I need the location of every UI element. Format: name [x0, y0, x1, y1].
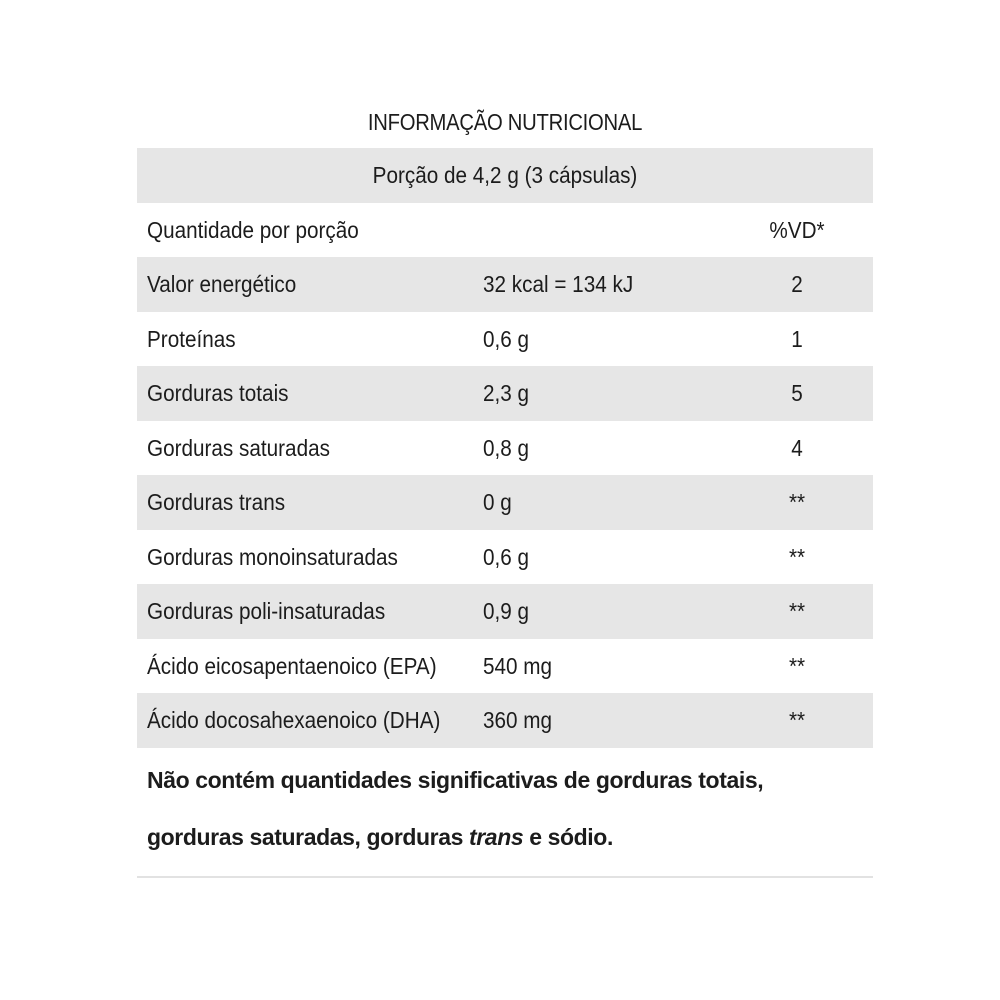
nutrient-amount: 0 g — [483, 489, 512, 515]
table-row — [137, 584, 873, 639]
table-row — [137, 530, 873, 585]
nutrient-amount: 360 mg — [483, 707, 553, 733]
nutrient-amount: 0,9 g — [483, 598, 530, 624]
footnote — [137, 748, 873, 878]
nutrient-vd: 2 — [791, 271, 803, 297]
nutrient-name: Valor energético — [147, 271, 297, 297]
nutrient-vd: ** — [788, 652, 806, 679]
table-title: INFORMAÇÃO NUTRICIONAL — [367, 109, 643, 135]
table-row — [137, 312, 873, 367]
nutrient-vd: 1 — [791, 325, 803, 352]
nutrient-amount: 540 mg — [483, 652, 553, 679]
footnote-text: Não contém quantidades significativas de gorduras totais, gorduras saturadas, gorduras — [147, 766, 764, 850]
nutrient-name: Ácido docosahexaenoico (DHA) — [147, 707, 441, 733]
serving-size-text: Porção de 4,2 g (3 cápsulas) — [372, 162, 638, 188]
quantity-header: Quantidade por porção — [147, 216, 359, 243]
nutrient-amount: 0,8 g — [483, 434, 530, 461]
table-row — [137, 639, 873, 694]
table-row — [137, 693, 873, 748]
vd-header: %VD* — [769, 216, 825, 243]
nutrient-name: Ácido eicosapentaenoico (EPA) — [147, 652, 437, 679]
footnote-italic: trans — [469, 823, 524, 850]
nutrient-name: Gorduras poli-insaturadas — [147, 598, 386, 624]
nutrient-amount: 0,6 g — [483, 325, 530, 352]
table-row — [137, 257, 873, 312]
footnote-end: e sódio. — [523, 823, 613, 850]
nutrient-name: Gorduras totais — [147, 380, 289, 406]
nutrient-vd: ** — [788, 489, 806, 515]
header-row — [137, 203, 873, 258]
nutrient-amount: 2,3 g — [483, 380, 530, 406]
nutrient-name: Proteínas — [147, 325, 236, 352]
nutrient-name: Gorduras saturadas — [147, 434, 330, 461]
nutrient-name: Gorduras trans — [147, 489, 286, 515]
nutrient-vd: ** — [788, 543, 806, 570]
nutrition-facts-table — [137, 96, 873, 878]
nutrient-amount: 32 kcal = 134 kJ — [483, 271, 634, 297]
nutrient-vd: 4 — [791, 434, 803, 461]
table-row — [137, 475, 873, 530]
nutrient-amount: 0,6 g — [483, 543, 530, 570]
nutrient-vd: 5 — [791, 380, 803, 406]
table-row — [137, 421, 873, 476]
serving-size-row — [137, 148, 873, 203]
nutrient-name: Gorduras monoinsaturadas — [147, 543, 398, 570]
nutrient-vd: ** — [788, 707, 806, 733]
table-row — [137, 366, 873, 421]
nutrient-vd: ** — [788, 598, 806, 624]
